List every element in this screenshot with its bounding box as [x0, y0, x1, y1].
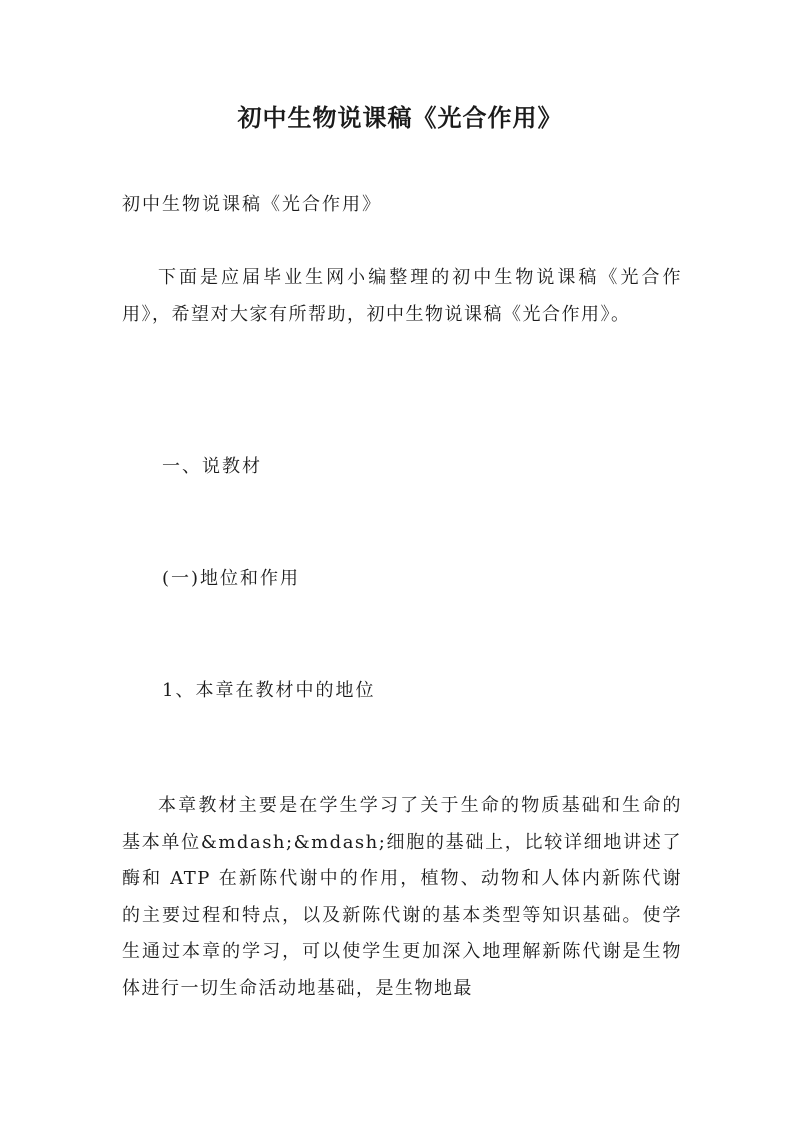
- body-paragraph: 本章教材主要是在学生学习了关于生命的物质基础和生命的基本单位&mdash;&mdash;细胞的基础上，比较详细地讲述了酶和 ATP 在新陈代谢中的作用，植物、动物和人体内新陈代谢的主要过程和特点，以及新陈代谢的基本类型等知识基础。使学生通过本章的学习，可以使学生更加深入地理解新陈代谢是生物体进行一切生命活动地基础，是生物地最: [122, 795, 682, 999]
- document-title: 初中生物说课稿《光合作用》: [237, 104, 563, 132]
- document-subtitle: 初中生物说课稿《光合作用》: [122, 194, 382, 215]
- section-heading: 一、说教材: [162, 456, 262, 477]
- item-heading: 1、本章在教材中的地位: [162, 680, 376, 701]
- intro-paragraph: 下面是应届毕业生网小编整理的初中生物说课稿《光合作用》，希望对大家有所帮助，初中生物说课稿《光合作用》。: [122, 267, 682, 325]
- subsection-heading: (一)地位和作用: [162, 568, 301, 589]
